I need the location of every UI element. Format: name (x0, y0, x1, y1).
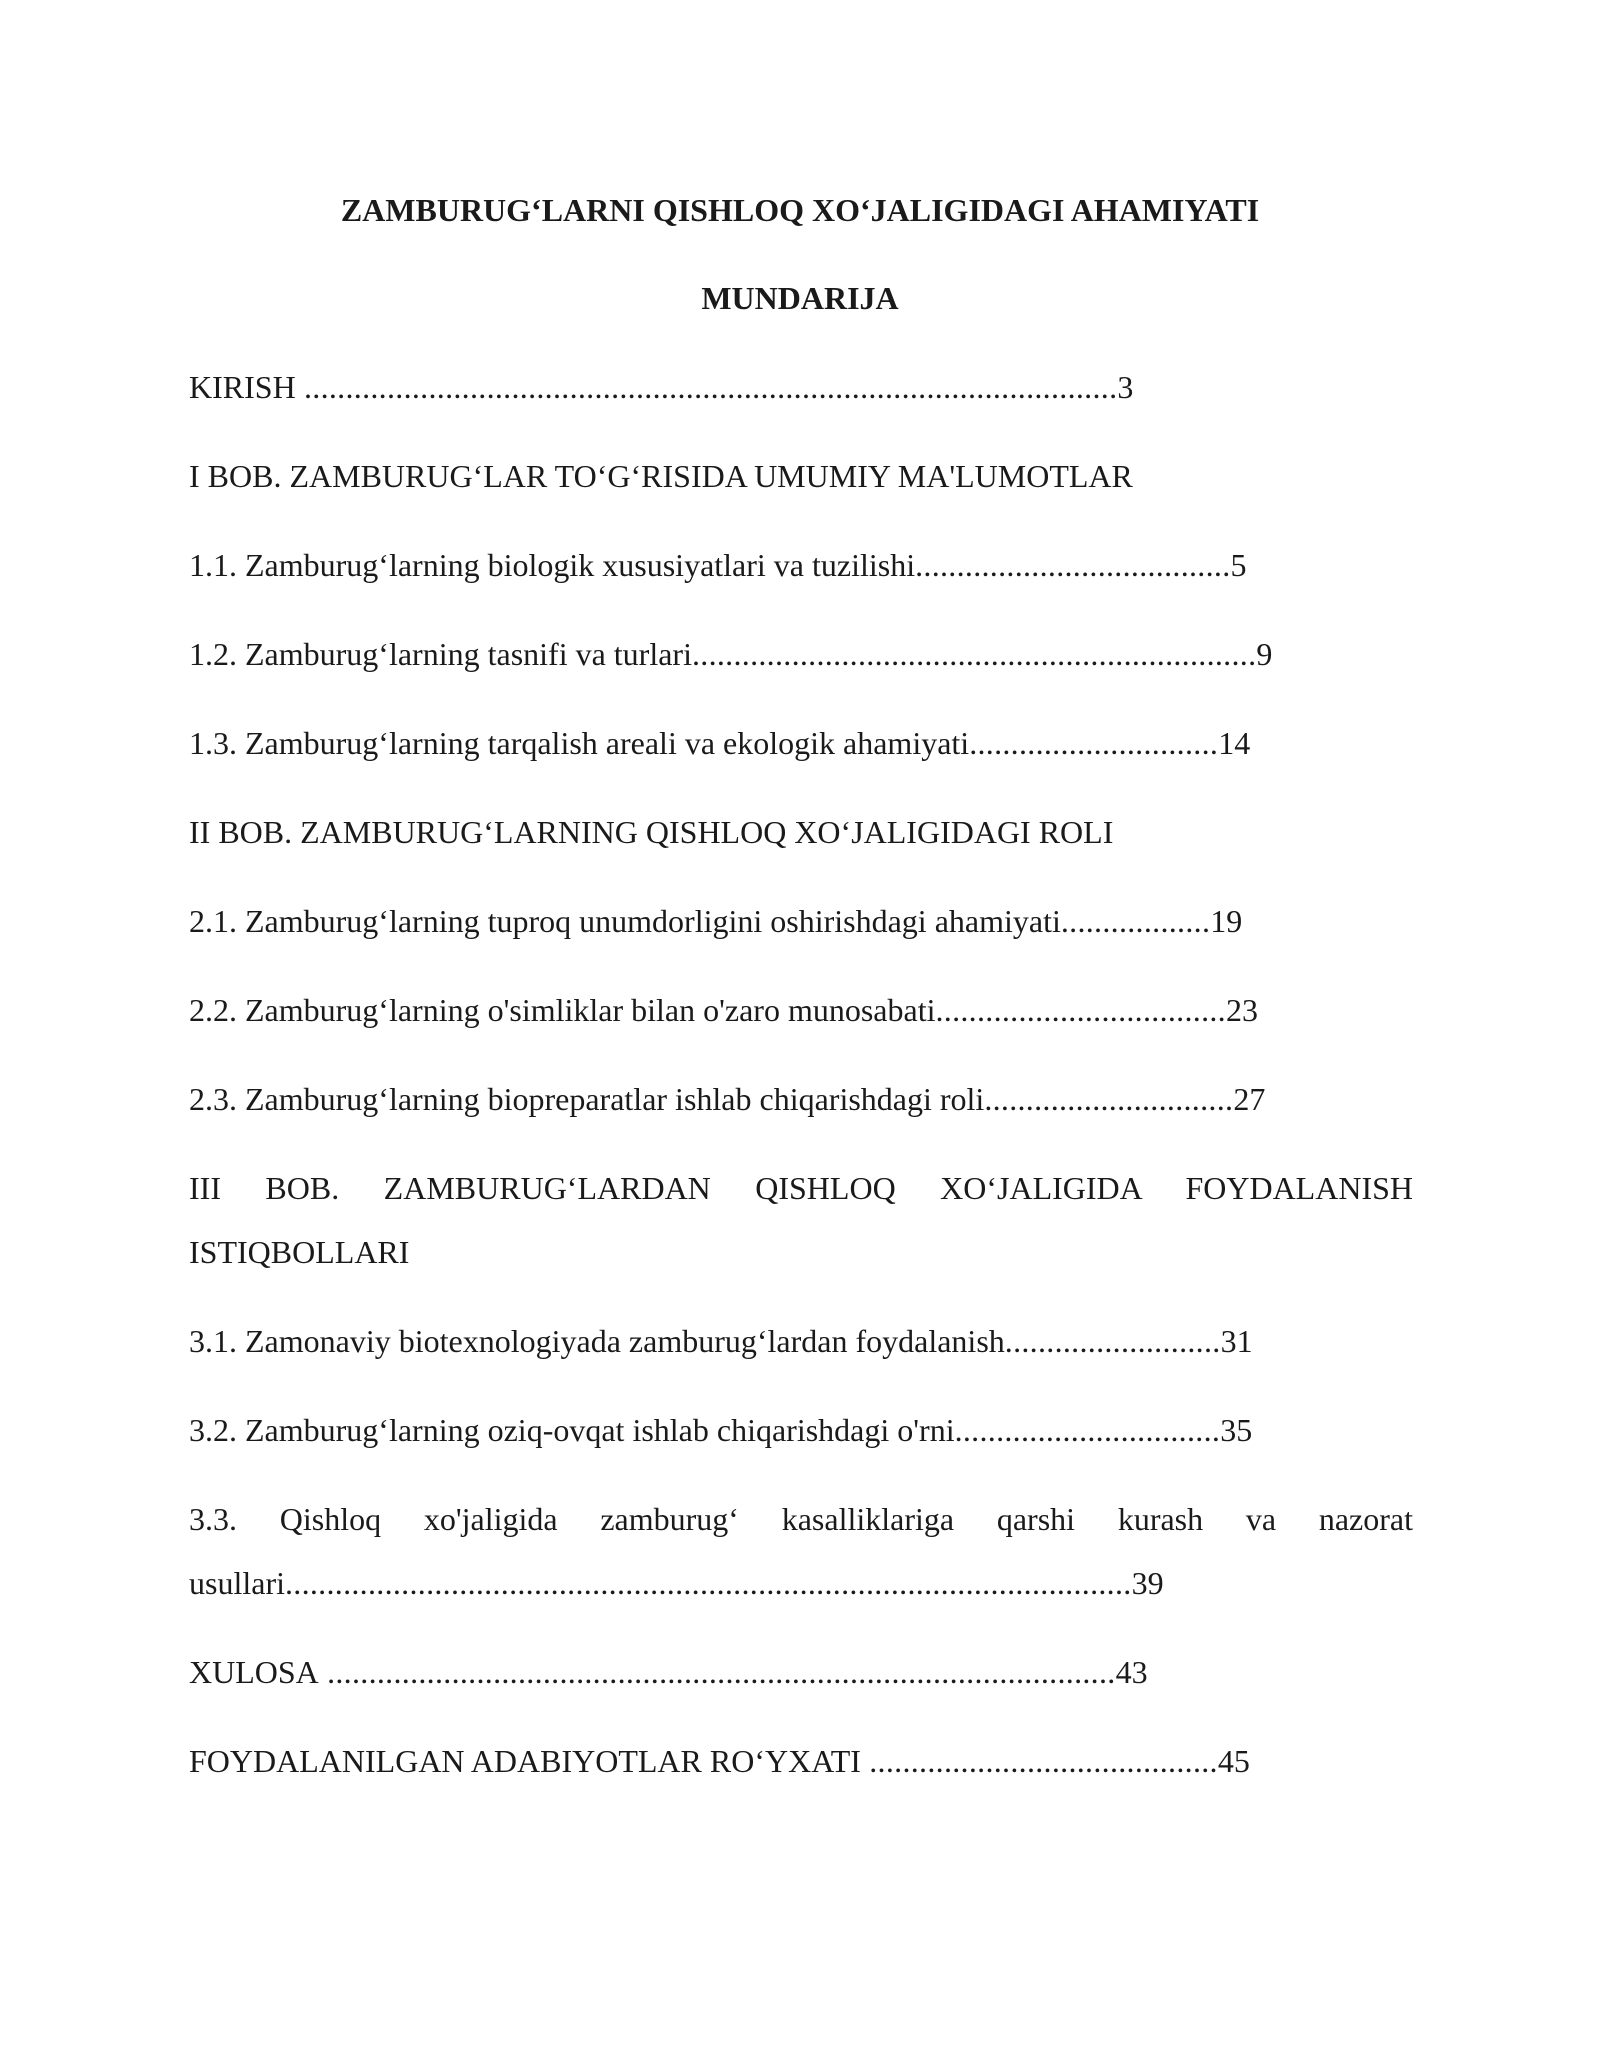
toc-leader-dots: ............................................................................................... (318, 1654, 1116, 1690)
toc-entry-page: 45 (1217, 1743, 1250, 1779)
toc-chapter-3-line-2[interactable]: ISTIQBOLLARI (189, 1234, 410, 1270)
toc-entry-label: 1.2. Zamburug‘larning tasnifi va turlari (189, 636, 692, 672)
toc-heading: MUNDARIJA (701, 280, 899, 316)
toc-chapter-3-line-1[interactable]: III BOB. ZAMBURUG‘LARDAN QISHLOQ XO‘JALIGIDA FOYDALANISH (189, 1170, 1413, 1206)
toc-entry-page: 23 (1225, 992, 1258, 1028)
toc-leader-dots: .......................................... (860, 1743, 1218, 1779)
toc-entry-page: 35 (1220, 1412, 1253, 1448)
toc-entry-kirish[interactable] (189, 367, 1133, 407)
toc-entry-3-1[interactable] (189, 1321, 1253, 1361)
toc-entry-3-3-line-1[interactable]: 3.3. Qishloq xo'jaligida zamburug‘ kasalliklariga qarshi kurash va nazorat (189, 1501, 1413, 1537)
toc-entry-page: 9 (1256, 636, 1273, 672)
toc-entry-label: FOYDALANILGAN ADABIYOTLAR RO‘YXATI (189, 1743, 861, 1779)
toc-entry-label: 1.3. Zamburug‘larning tarqalish areali va ekologik ahamiyati (189, 725, 970, 761)
toc-leader-dots: .............................. (984, 1081, 1234, 1117)
toc-entry-3-3-line-2[interactable] (189, 1563, 1164, 1603)
toc-entry-label: XULOSA (189, 1654, 319, 1690)
toc-leader-dots: ...................................... (915, 547, 1231, 583)
toc-leader-dots: .................................................................................................. (295, 369, 1118, 405)
toc-entry-label: KIRISH (189, 369, 296, 405)
toc-entry-adabiyotlar[interactable] (189, 1741, 1250, 1781)
toc-entry-label: 3.2. Zamburug‘larning oziq-ovqat ishlab chiqarishdagi o'rni (189, 1412, 955, 1448)
toc-entry-xulosa[interactable] (189, 1652, 1148, 1692)
toc-entry-page: 5 (1230, 547, 1247, 583)
toc-leader-dots: ................................ (954, 1412, 1221, 1448)
toc-entry-label: 2.1. Zamburug‘larning tuproq unumdorligini oshirishdagi ahamiyati (189, 903, 1061, 939)
toc-entry-1-1[interactable] (189, 545, 1247, 585)
toc-entry-1-2[interactable] (189, 634, 1272, 674)
toc-leader-dots: ...................................................................................................... (284, 1565, 1132, 1601)
toc-leader-dots: .............................. (969, 725, 1219, 761)
toc-entry-page: 19 (1210, 903, 1243, 939)
toc-entry-label: 3.1. Zamonaviy biotexnologiyada zamburug‘lardan foydalanish (189, 1323, 1005, 1359)
toc-entry-label: usullari (189, 1565, 285, 1601)
toc-chapter-1[interactable]: I BOB. ZAMBURUG‘LAR TO‘G‘RISIDA UMUMIY MA'LUMOTLAR (189, 458, 1133, 494)
toc-entry-3-2[interactable] (189, 1410, 1252, 1450)
toc-entry-1-3[interactable] (189, 723, 1250, 763)
toc-entry-2-3[interactable] (189, 1079, 1265, 1119)
toc-entry-label: 1.1. Zamburug‘larning biologik xususiyatlari va tuzilishi (189, 547, 916, 583)
toc-leader-dots: ................................... (935, 992, 1226, 1028)
toc-entry-label: 2.3. Zamburug‘larning biopreparatlar ishlab chiqarishdagi roli (189, 1081, 985, 1117)
toc-entry-page: 43 (1115, 1654, 1148, 1690)
toc-entry-page: 14 (1218, 725, 1251, 761)
toc-entry-2-2[interactable] (189, 990, 1258, 1030)
toc-leader-dots: .................. (1060, 903, 1211, 939)
toc-entry-label: 2.2. Zamburug‘larning o'simliklar bilan o'zaro munosabati (189, 992, 936, 1028)
toc-entry-page: 39 (1131, 1565, 1164, 1601)
toc-leader-dots: .................................................................... (691, 636, 1257, 672)
document-title: ZAMBURUG‘LARNI QISHLOQ XO‘JALIGIDAGI AHAMIYATI (340, 192, 1260, 228)
toc-entry-2-1[interactable] (189, 901, 1242, 941)
toc-entry-page: 3 (1117, 369, 1134, 405)
toc-entry-page: 31 (1220, 1323, 1253, 1359)
toc-entry-page: 27 (1233, 1081, 1266, 1117)
toc-chapter-2[interactable]: II BOB. ZAMBURUG‘LARNING QISHLOQ XO‘JALIGIDAGI ROLI (189, 814, 1114, 850)
toc-leader-dots: .......................... (1004, 1323, 1221, 1359)
